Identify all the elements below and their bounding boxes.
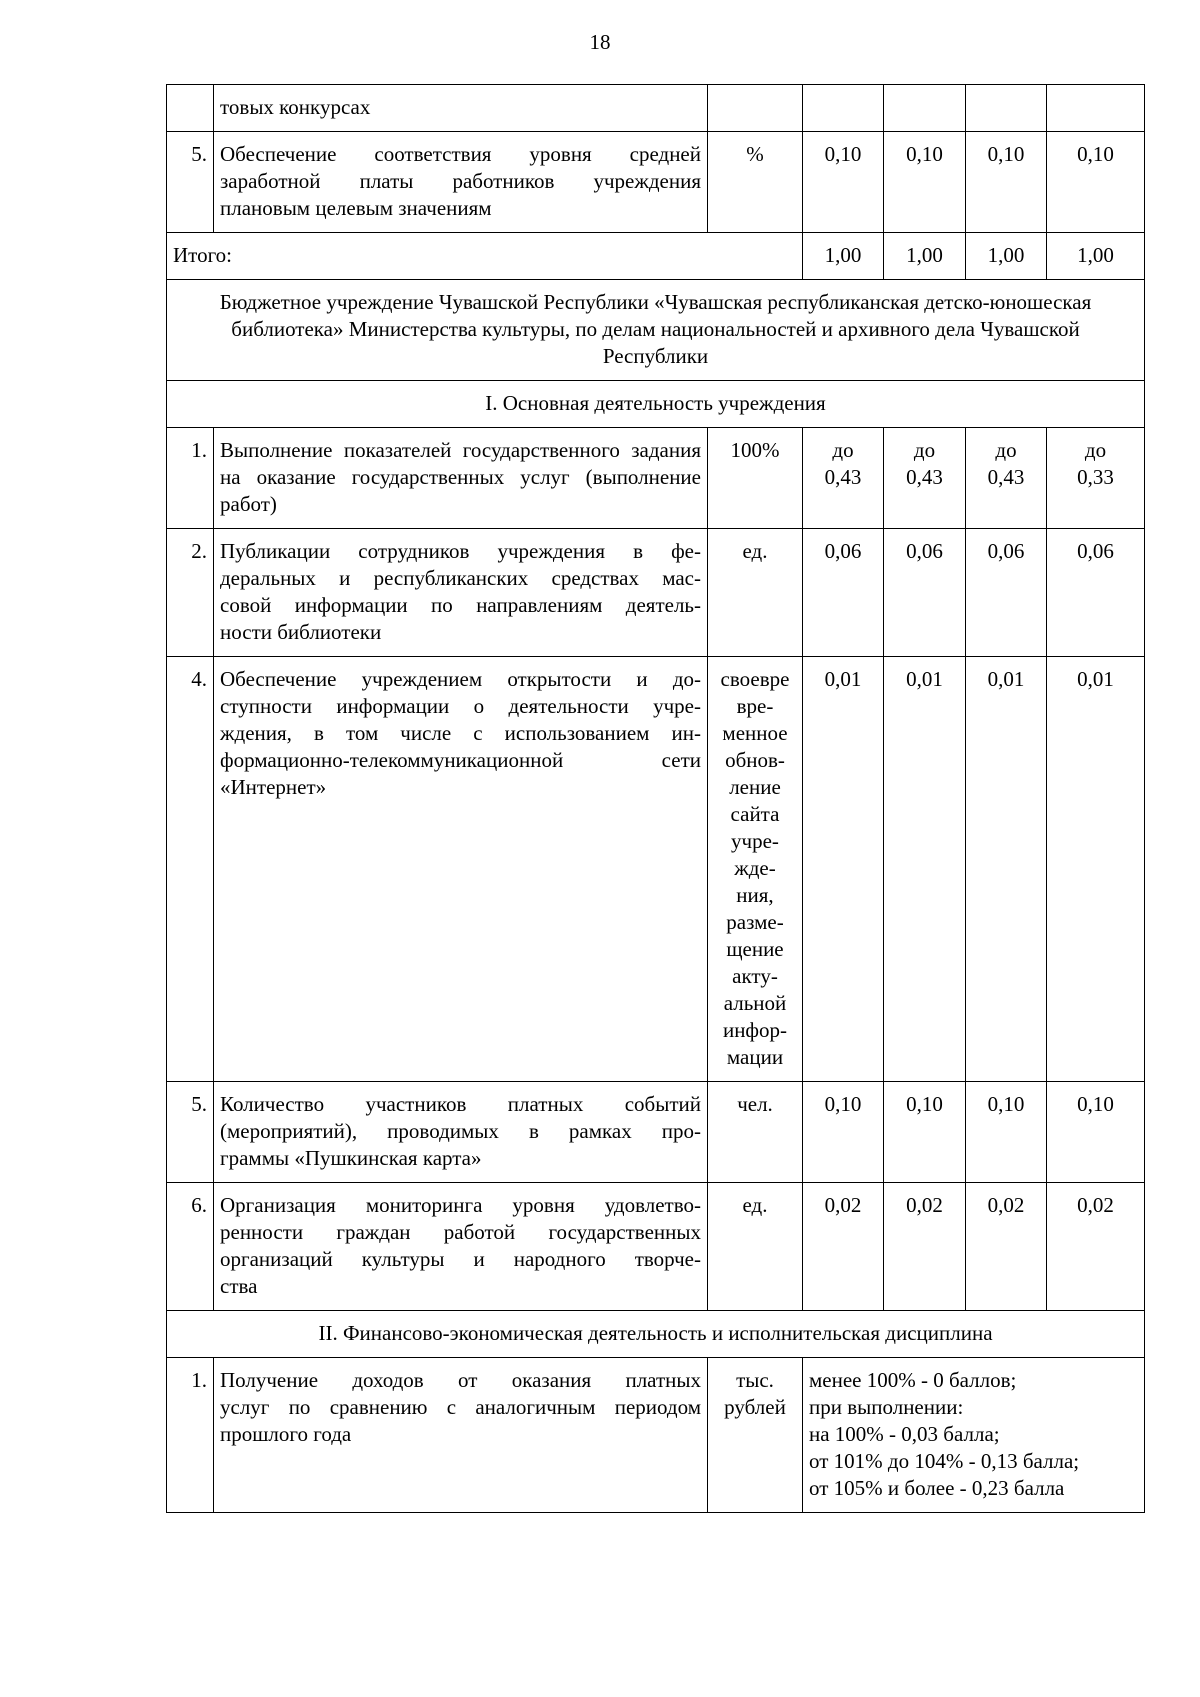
unit: тыс. рублей (708, 1358, 803, 1513)
unit: ед. (708, 529, 803, 657)
value-cell: 0,10 (884, 1082, 966, 1183)
value-cell: 0,06 (966, 529, 1047, 657)
indicator-name: Обеспечение учреждением открытости и до- ступности информации о деятельности учре- ждения, в том числе с использованием ин- формационно-телекоммуникационной сети «Интернет» (214, 657, 708, 1082)
value-cell: 0,06 (884, 529, 966, 657)
unit: чел. (708, 1082, 803, 1183)
table-row (167, 132, 1145, 233)
indicator-name: Получение доходов от оказания платных услуг по сравнению с аналогичным периодом прошлого года (214, 1358, 708, 1513)
value-cell: до 0,43 (803, 428, 884, 529)
score-description: менее 100% - 0 баллов; при выполнении: на 100% - 0,03 балла; от 101% до 104% - 0,13 балла; от 105% и более - 0,23 балла (803, 1358, 1145, 1513)
value-cell: 0,01 (966, 657, 1047, 1082)
unit: ед. (708, 1183, 803, 1311)
table-row (167, 1183, 1145, 1311)
row-number: 5. (167, 132, 214, 233)
value-cell: 0,02 (1047, 1183, 1145, 1311)
value-cell: 0,10 (884, 132, 966, 233)
row-number: 6. (167, 1183, 214, 1311)
indicator-name: товых конкурсах (214, 85, 708, 132)
value-cell: 0,10 (1047, 132, 1145, 233)
section-row (167, 1311, 1145, 1358)
table-row (167, 1358, 1145, 1513)
organization-row (167, 280, 1145, 381)
value-cell: 0,10 (966, 132, 1047, 233)
value-cell: 0,01 (1047, 657, 1145, 1082)
table-row (167, 529, 1145, 657)
row-number: 1. (167, 428, 214, 529)
section-title: II. Финансово-экономическая деятельность и исполнительская дисциплина (167, 1311, 1145, 1358)
row-number (167, 85, 214, 132)
value-cell: 0,10 (1047, 1082, 1145, 1183)
indicator-name: Выполнение показателей государственного задания на оказание государственных услуг (выполнение работ) (214, 428, 708, 529)
section-title: I. Основная деятельность учреждения (167, 381, 1145, 428)
row-number: 2. (167, 529, 214, 657)
unit: % (708, 132, 803, 233)
page-number: 18 (589, 30, 611, 54)
unit: своевре вре- менное обнов- ление сайта учре- жде- ния, разме- щение акту- альной инфор- мации (708, 657, 803, 1082)
value-cell: 0,10 (803, 1082, 884, 1183)
indicator-name: Публикации сотрудников учреждения в фе- деральных и республиканских средствах мас- совой информации по направлениям деятель- ности библиотеки (214, 529, 708, 657)
value-cell: до 0,43 (966, 428, 1047, 529)
value-cell: 0,02 (884, 1183, 966, 1311)
table-row (167, 85, 1145, 132)
value-cell: 0,01 (803, 657, 884, 1082)
value-cell: 0,06 (803, 529, 884, 657)
value-cell: 1,00 (1047, 233, 1145, 280)
row-number: 1. (167, 1358, 214, 1513)
value-cell: до 0,43 (884, 428, 966, 529)
unit: 100% (708, 428, 803, 529)
section-row (167, 381, 1145, 428)
total-label: Итого: (167, 233, 803, 280)
indicator-name: Организация мониторинга уровня удовлетво- ренности граждан работой государственных организаций культуры и народного творче- ства (214, 1183, 708, 1311)
indicator-name: Обеспечение соответствия уровня средней заработной платы работников учреждения плановым целевым значениям (214, 132, 708, 233)
row-number: 5. (167, 1082, 214, 1183)
value-cell: 1,00 (803, 233, 884, 280)
value-cell: 1,00 (966, 233, 1047, 280)
value-cell: 0,02 (966, 1183, 1047, 1311)
organization-name: Бюджетное учреждение Чувашской Республики «Чувашская республиканская детско-юношеская библиотека» Министерства культуры, по делам национальностей и архивного дела Чувашской Республики (167, 280, 1145, 381)
indicators-table (166, 84, 1145, 1513)
table-row (167, 428, 1145, 529)
value-cell: 1,00 (884, 233, 966, 280)
value-cell: 0,10 (966, 1082, 1047, 1183)
value-cell: 0,01 (884, 657, 966, 1082)
row-number: 4. (167, 657, 214, 1082)
table-row (167, 657, 1145, 1082)
value-cell: 0,06 (1047, 529, 1145, 657)
value-cell: до 0,33 (1047, 428, 1145, 529)
indicator-name: Количество участников платных событий (мероприятий), проводимых в рамках про- граммы «Пушкинская карта» (214, 1082, 708, 1183)
value-cell: 0,02 (803, 1183, 884, 1311)
table-row (167, 1082, 1145, 1183)
total-row (167, 233, 1145, 280)
value-cell: 0,10 (803, 132, 884, 233)
